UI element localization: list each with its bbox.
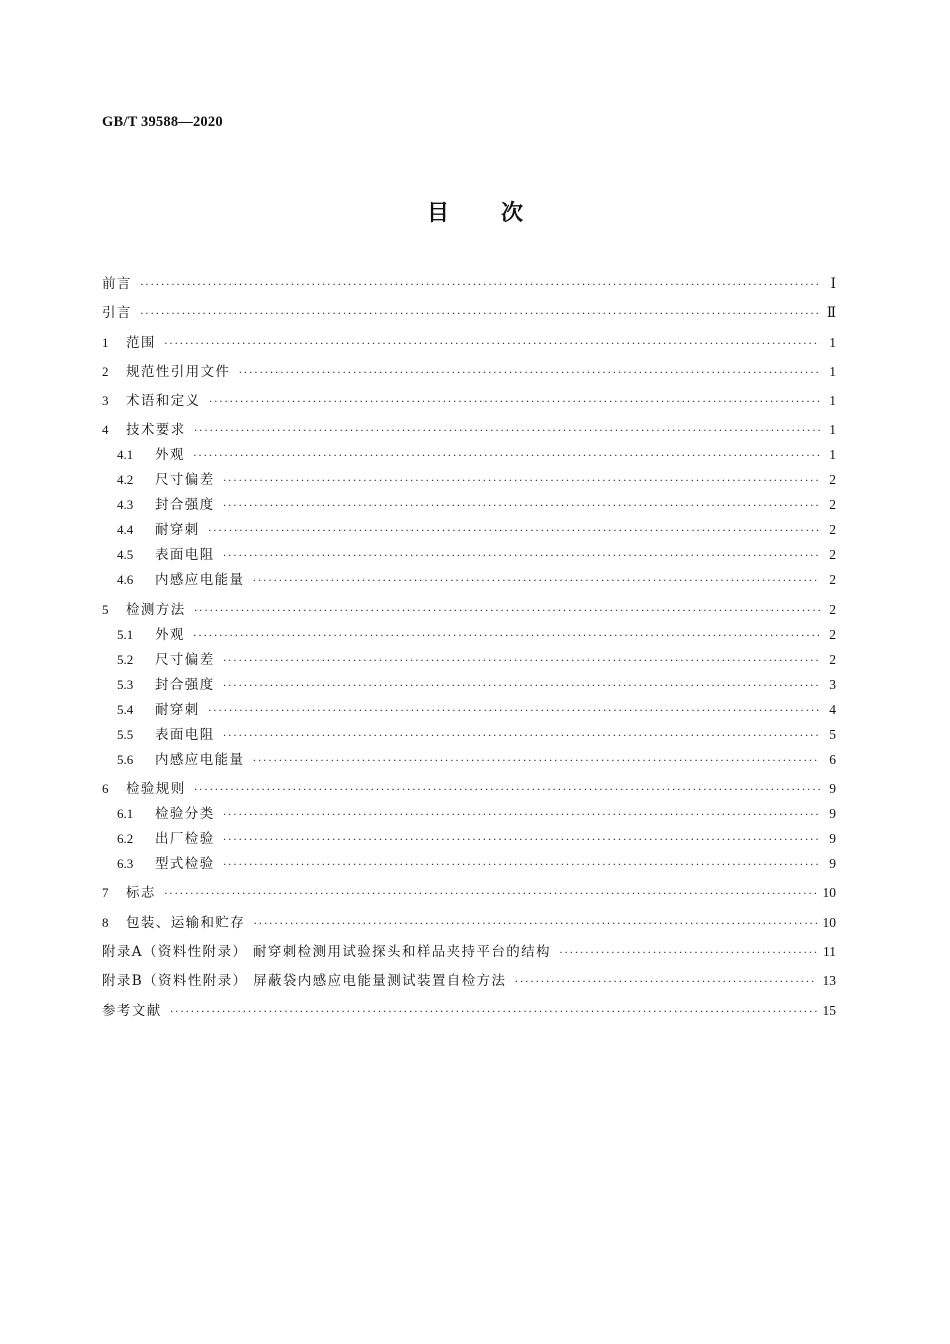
toc-entry-page: 9: [829, 806, 836, 822]
toc-entry-label: 内感应电能量: [155, 751, 245, 768]
toc-entry-2[interactable]: [102, 363, 836, 381]
toc-entry-5-4[interactable]: [102, 701, 836, 719]
toc-entry-label: 耐穿刺: [155, 701, 200, 718]
toc-entry-label: 引言: [102, 305, 132, 322]
toc-entry-label: 表面电阻: [155, 547, 215, 564]
toc-entry-page: 10: [822, 914, 836, 930]
toc-entry-4-1[interactable]: [102, 446, 836, 464]
toc-entry-number: 6.3: [117, 856, 134, 872]
toc-entry-label: 检验分类: [155, 806, 215, 823]
dot-leader: [223, 546, 820, 564]
toc-entry-page: 2: [829, 626, 836, 642]
toc-entry-label: 标志: [126, 885, 156, 902]
toc-entry-1[interactable]: [102, 334, 836, 352]
toc-entry-label: 参考文献: [102, 1002, 162, 1019]
toc-entry-page: 2: [829, 547, 836, 563]
toc-entry-appendix-b[interactable]: [102, 972, 836, 990]
toc-entry-number: 3: [102, 393, 109, 409]
dot-leader: [223, 496, 820, 514]
toc-entry-label: 耐穿刺: [155, 522, 200, 539]
dot-leader: [209, 392, 821, 410]
toc-entry-page: 1: [829, 422, 836, 438]
toc-entry-label: 前言: [102, 276, 132, 292]
toc-entry-number: 6.2: [117, 831, 134, 847]
toc-entry-5[interactable]: [102, 601, 836, 619]
toc-entry-foreword[interactable]: [102, 275, 836, 293]
toc-entry-page: 6: [829, 751, 836, 767]
toc-entry-4-6[interactable]: [102, 571, 836, 589]
dot-leader: [164, 884, 817, 902]
dot-leader: [208, 521, 820, 539]
toc-entry-page: 1: [829, 334, 836, 350]
toc-entry-7[interactable]: [102, 884, 836, 902]
toc-entry-8[interactable]: [102, 914, 836, 932]
dot-leader: [223, 805, 820, 823]
dot-leader: [194, 601, 820, 619]
toc-entry-introduction[interactable]: [102, 304, 836, 322]
toc-entry-page: 15: [822, 1002, 836, 1018]
toc-entry-page: Ⅱ: [826, 305, 836, 321]
toc-entry-number: 4.6: [117, 572, 134, 588]
toc-entry-number: 8: [102, 914, 109, 930]
dot-leader: [193, 446, 820, 464]
toc-entry-6-1[interactable]: [102, 805, 836, 823]
toc-entry-label: 外观: [155, 626, 185, 643]
toc-entry-6-3[interactable]: [102, 855, 836, 873]
toc-entry-number: 5.2: [117, 651, 134, 667]
toc-entry-page: 1: [829, 447, 836, 463]
toc-entry-page: 2: [829, 522, 836, 538]
toc-entry-label: 规范性引用文件: [126, 363, 231, 380]
dot-leader: [223, 651, 820, 669]
toc-entry-label: 出厂检验: [155, 831, 215, 848]
toc-entry-number: 4.4: [117, 522, 134, 538]
dot-leader: [223, 855, 820, 873]
toc-entry-5-5[interactable]: [102, 726, 836, 744]
toc-entry-number: 5.4: [117, 701, 134, 717]
toc-entry-label: 检测方法: [126, 601, 186, 618]
toc-entry-label: 内感应电能量: [155, 572, 245, 589]
toc-entry-5-3[interactable]: [102, 676, 836, 694]
table-of-contents: [102, 275, 836, 1020]
toc-entry-6-2[interactable]: [102, 830, 836, 848]
dot-leader: [193, 626, 820, 644]
toc-entry-number: 4: [102, 422, 109, 438]
toc-entry-4-4[interactable]: [102, 521, 836, 539]
dot-leader: [140, 275, 820, 293]
toc-entry-label: 型式检验: [155, 856, 215, 873]
dot-leader: [223, 471, 820, 489]
toc-entry-label: 检验规则: [126, 781, 186, 798]
toc-entry-label: 技术要求: [126, 422, 186, 439]
toc-entry-label: 范围: [126, 334, 156, 351]
dot-leader: [253, 914, 816, 932]
toc-entry-page: 2: [829, 651, 836, 667]
toc-entry-page: 5: [829, 726, 836, 742]
toc-entry-page: 11: [823, 943, 836, 959]
toc-entry-label: 术语和定义: [126, 393, 201, 410]
toc-entry-number: 5: [102, 601, 109, 617]
toc-entry-number: 5.1: [117, 626, 134, 642]
toc-entry-page: 1: [829, 393, 836, 409]
toc-entry-label: 包装、运输和贮存: [126, 914, 246, 931]
toc-entry-4-2[interactable]: [102, 471, 836, 489]
toc-entry-page: 2: [829, 572, 836, 588]
toc-entry-label: 封合强度: [155, 497, 215, 514]
standard-code: GB/T 39588—2020: [102, 114, 223, 130]
toc-entry-number: 4.5: [117, 547, 134, 563]
toc-entry-page: 2: [829, 497, 836, 513]
toc-entry-4-5[interactable]: [102, 546, 836, 564]
toc-entry-4-3[interactable]: [102, 496, 836, 514]
toc-entry-number: 4.1: [117, 447, 134, 463]
dot-leader: [514, 972, 816, 990]
dot-leader: [223, 676, 820, 694]
toc-entry-5-1[interactable]: [102, 626, 836, 644]
dot-leader: [559, 943, 817, 961]
toc-entry-number: 5.5: [117, 726, 134, 742]
toc-entry-label: 尺寸偏差: [155, 651, 215, 668]
dot-leader: [238, 363, 820, 381]
dot-leader: [194, 421, 820, 439]
toc-entry-page: 9: [829, 781, 836, 797]
toc-entry-number: 6.1: [117, 806, 134, 822]
toc-entry-page: 4: [829, 701, 836, 717]
toc-entry-page: 9: [829, 856, 836, 872]
toc-entry-label: 附录A（资料性附录） 耐穿刺检测用试验探头和样品夹持平台的结构: [102, 943, 551, 960]
toc-entry-page: Ⅰ: [830, 276, 836, 291]
dot-leader: [164, 334, 820, 352]
toc-entry-label: 附录B（资料性附录） 屏蔽袋内感应电能量测试装置自检方法: [102, 973, 507, 990]
dot-leader: [140, 304, 820, 322]
toc-entry-number: 4.3: [117, 497, 134, 513]
toc-entry-label: 尺寸偏差: [155, 472, 215, 489]
toc-entry-page: 1: [829, 363, 836, 379]
dot-leader: [252, 571, 820, 589]
toc-entry-label: 表面电阻: [155, 726, 215, 743]
dot-leader: [252, 751, 820, 769]
toc-entry-number: 5.3: [117, 676, 134, 692]
toc-entry-4[interactable]: [102, 421, 836, 439]
toc-entry-page: 3: [829, 676, 836, 692]
toc-entry-number: 7: [102, 885, 109, 901]
dot-leader: [194, 780, 820, 798]
dot-leader: [208, 701, 820, 719]
toc-entry-6[interactable]: [102, 780, 836, 798]
dot-leader: [223, 830, 820, 848]
toc-entry-number: 5.6: [117, 751, 134, 767]
toc-entry-page: 13: [822, 973, 836, 989]
toc-entry-number: 2: [102, 363, 109, 379]
dot-leader: [170, 1002, 817, 1020]
toc-entry-label: 外观: [155, 447, 185, 464]
toc-entry-references[interactable]: [102, 1002, 836, 1020]
toc-entry-page: 10: [822, 885, 836, 901]
toc-entry-page: 2: [829, 472, 836, 488]
toc-entry-label: 封合强度: [155, 676, 215, 693]
toc-entry-page: 9: [829, 831, 836, 847]
toc-entry-5-2[interactable]: [102, 651, 836, 669]
toc-entry-5-6[interactable]: [102, 751, 836, 769]
toc-entry-number: 4.2: [117, 472, 134, 488]
toc-entry-3[interactable]: [102, 392, 836, 410]
toc-entry-page: 2: [829, 601, 836, 617]
toc-entry-number: 6: [102, 781, 109, 797]
dot-leader: [223, 726, 820, 744]
toc-entry-appendix-a[interactable]: [102, 943, 836, 961]
toc-entry-number: 1: [102, 334, 109, 350]
toc-title: 目次: [426, 201, 575, 226]
